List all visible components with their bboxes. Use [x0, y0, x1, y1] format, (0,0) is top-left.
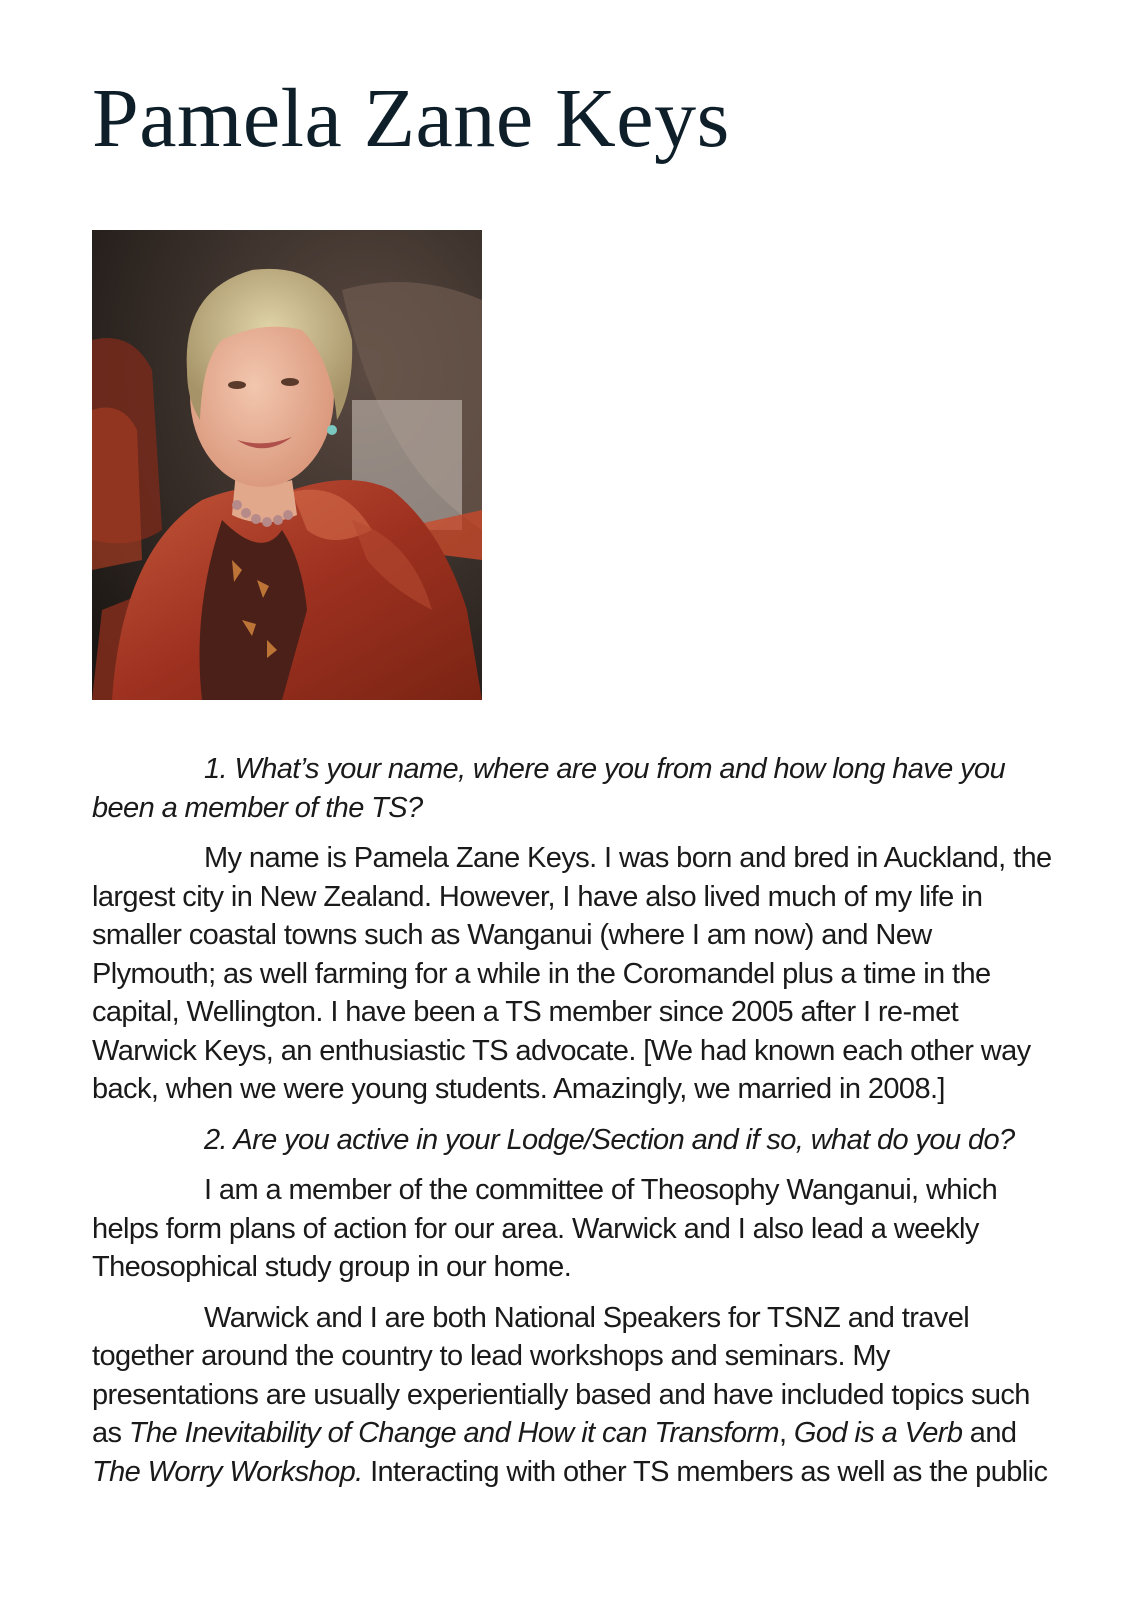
question-2: 2. Are you active in your Lodge/Section and if so, what do you do?: [204, 1123, 1015, 1156]
question-1: 1. What’s your name, where are you from and how long have you been a member of the TS?: [92, 753, 1006, 824]
article-body: [92, 750, 1062, 1503]
talk-title-worry: The Worry Workshop.: [92, 1455, 363, 1488]
talk-title-change: The Inevitability of Change and How it can Transform: [128, 1417, 779, 1449]
answer-3-continuation: Interacting with other TS members as well as the public: [362, 1455, 1048, 1488]
talk-title-verb: God is a Verb: [793, 1417, 963, 1449]
separator-2: and: [962, 1417, 1017, 1449]
portrait-image: [92, 230, 482, 700]
answer-2: I am a member of the committee of Theosophy Wanganui, which helps form plans of action for our area. Warwick and I also lead a weekly Theosophical study group in our home.: [92, 1174, 998, 1283]
answer-3: [92, 1299, 1062, 1492]
answer-1: My name is Pamela Zane Keys. I was born and bred in Auckland, the largest city in New Zealand. However, I have also lived much of my life in smaller coastal towns such as Wanganui (where I am now) and New Plymouth; as well farming for a while in the Coromandel plus a time in the capital, Wellington. I have been a TS member since 2005 after I re-met Warwick Keys, an enthusiastic TS advocate. [We had known each other way back, when we were young students. Amazingly, we married in 2008.]: [92, 842, 1052, 1105]
portrait-photo: [92, 230, 482, 700]
answer-3-text: Warwick and I are both National Speakers for TSNZ and travel together around the country to lead workshops and seminars. My presentations are usually experientially based and have included topics such as: [92, 1301, 1030, 1449]
separator-1: ,: [778, 1417, 794, 1449]
page-title: Pamela Zane Keys: [92, 72, 730, 165]
